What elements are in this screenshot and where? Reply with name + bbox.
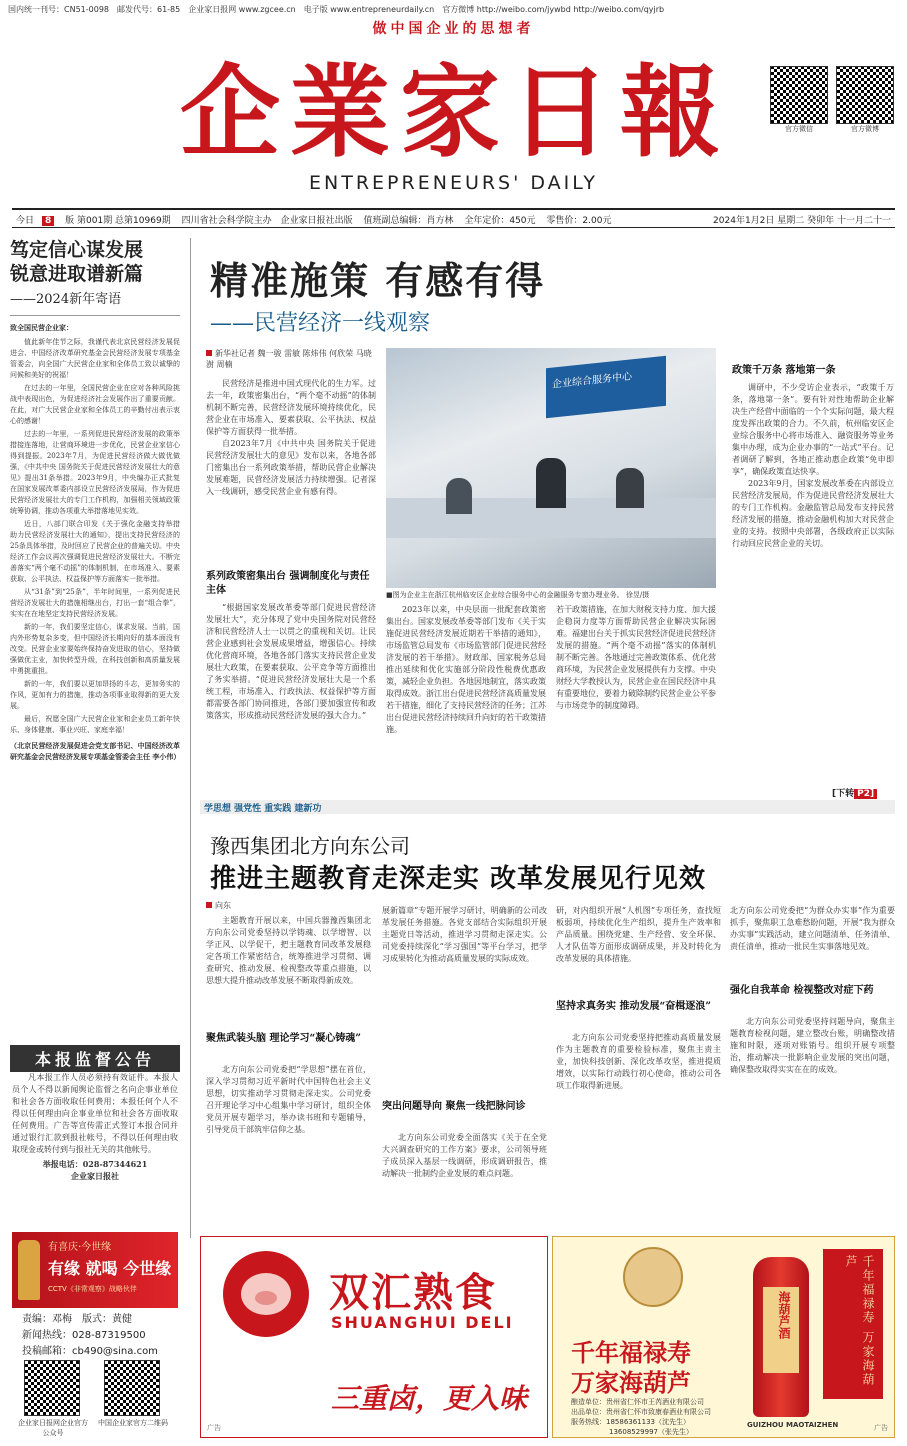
article2-section3-text: 北方向东公司党委坚持把推动高质量发展作为主题教育的重要检验标准，聚焦主责主业，加快科技创新、深化改革攻坚，推进提质增效，以实际行动践行初心使命，推动公司各项工作取得新进展。 <box>556 1033 721 1090</box>
left-title-line2: 锐意进取谱新篇 <box>10 263 144 285</box>
haihulu-slogan2: 万家海葫芦 <box>571 1368 691 1397</box>
haihulu-slogan1: 千年福禄寿 <box>571 1338 691 1367</box>
divider <box>10 315 180 316</box>
haihulu-contacts: 酿造单位：贵州省仁怀市王芮酒业有限公司 出品单位：贵州省仁怀市致康春酒业有限公司 服务热线：18586361133（沈先生） 13608529997（张先生） <box>571 1398 711 1436</box>
qr-code-icon <box>836 66 894 124</box>
editor: 责编：邓梅 <box>22 1314 72 1325</box>
main-col4-text: 调研中，不少受访企业表示，“政策千万条，落地第一条”。要有针对性地帮助企业解决生产经营中面临的一个个实际问题，最大程度发挥出政策的合力。不久前，杭州临安区企业综合服务中心将市场准入、融资服务等业务集中办理，成为企业办事的“一站式”平台。记者调研了解到，各地正推动惠企政策“免申即享”，确保政策直达快享。 2023年9月，国家发展改革委在内部设立民营经济发展局，作为促进民营经济发展壮大的专门工作机构。金融监管总局发布支持民营经济发展的措施，推动金融机构加大对民营企业的支持。按照中央部署，各级政府正以实际行动回应民营企业的关切。 <box>732 383 894 548</box>
article2-section3-head: 坚持求真务实 推动发展“奋楫逐浪” <box>556 1001 711 1012</box>
bottle-label: 海葫芦酒 <box>763 1287 799 1373</box>
notice-org: 企业家日报社 <box>71 1171 119 1181</box>
main-headline: 精准施策 有感有得 <box>210 258 546 303</box>
main-intro: 民营经济是推进中国式现代化的生力军。过去一年，政策密集出台，“两个毫不动摇”的体制机制不断完善，民营经济发展环境持续优化，民营企业在市场准入、要素获取、公平执法、权益保护等方面获得一批举措。 自2023年7月《中共中央 国务院关于促进民营经济发展壮大的意见》发布以来，各地各部门密集出台一系列政策举措，帮助民营企业解决发展难题，民营经济发展活力持续增强。记者深入一线调研，感受民营企业有感有得。 <box>206 379 376 496</box>
supervision-notice-title: 本报监督公告 <box>10 1045 180 1072</box>
main-col3-text: 若干政策措施，在加大财税支持力度、加大援企稳岗力度等方面帮助民营企业解决实际困难。福建出台关于抓实民营经济促进民营经济发展的措施。“两个毫不动摇”落实的体制机制不断完善。各地通过完善政策体系、优化营商环境，为民营企业发展提供有力支撑。中央财经大学教授认为，民营企业在国民经济中具有重要地位，要着力破除制约民营企业公平参与市场竞争的制度障碍。 <box>556 605 716 710</box>
main-subheadline: ——民营经济一线观察 <box>210 311 431 336</box>
editor-info <box>22 1312 182 1360</box>
supervision-notice <box>12 1072 178 1182</box>
bullet-icon <box>206 902 212 908</box>
footer-qr-1 <box>18 1360 88 1438</box>
slogan: 做中国企业的思想者 <box>372 21 535 37</box>
article2-title-line1: 豫西集团北方向东公司 <box>210 834 410 858</box>
footer-qr-2 <box>98 1360 168 1428</box>
article2-section2-head: 突出问题导向 聚焦一线把脉问诊 <box>382 1101 526 1112</box>
article2-col4-text: 北方向东公司党委把“为群众办实事”作为重要抓手，聚焦职工急难愁盼问题，开展“我为群众办实事”实践活动，建立问题清单、任务清单、责任清单，推动一批民生实事落地见效。 <box>730 906 895 951</box>
photo-caption: ■图为企业主在浙江杭州临安区企业综合服务中心的金融服务专窗办理业务。 徐昱/摄 <box>386 591 650 599</box>
left-title-line1: 笃定信心谋发展 <box>10 239 144 261</box>
article2-section4-head: 强化自我革命 检视整改对症下药 <box>730 985 874 996</box>
paragraph: 过去的一年里，一系列促进民营经济发展的政策举措接连落地，让营商环境进一步优化，民营企业家信心得到提振。2023年7月，为促进民营经济做大做优做强，《中共中央 国务院关于促进民营经济发展壮大的意见》提出31条举措。2023年9月，中央编办正式批复在国家发展改革委内部设立民营经济发展局，作为促进民营经济发展壮大的专门工作机构，加强相关领域政策统筹协调，推动各项重大举措落地见实效。 <box>10 430 180 515</box>
left-body <box>10 337 180 977</box>
salutation: 致全国民营企业家： <box>10 323 73 332</box>
ad-label: 广告 <box>207 1424 221 1432</box>
article2-title-line2: 推进主题教育走深走实 改革发展见行见效 <box>210 864 707 894</box>
person-silhouette <box>446 478 472 514</box>
ad-label: 广告 <box>874 1424 888 1432</box>
person-silhouette <box>536 458 566 508</box>
english-title: ENTREPRENEURS' DAILY <box>309 172 598 194</box>
sign-text: 企业综合服务中心 <box>552 371 632 391</box>
paragraph: 从“31条”到“25条”，半年时间里，一系列促进民营经济发展壮大的措施相继出台，打出一套“组合拳”，实实在在地坚定支持民营经济发展。 <box>10 588 180 618</box>
page-count-badge: 8 <box>42 216 54 226</box>
signature: （北京民营经济发展促进会党支部书记、中国经济改革研究基金会民营经济发展专项基金管委会主任 李小伟） <box>10 741 180 761</box>
main-col4-head: 政策千万条 落地第一条 <box>732 365 836 376</box>
paragraph: 新的一年，我们要以更加昂扬的斗志，更加务实的作风，更加有力的措施，推动各项事业取得新的更大发展。 <box>10 680 180 710</box>
continued-notice: [下转 P2] <box>832 786 877 799</box>
shuanghui-slogan: 三重卤，更入味 <box>331 1382 528 1415</box>
article2-col3-text: 研，对内组织开展“人机图”专项任务，查找短板弱项，持续优化生产组织，提升生产效率和产品质量。围绕党建、生产经营、安全环保、人才队伍等方面形成调研成果，并及时转化为改革发展的具体措施。 <box>556 906 721 963</box>
top-info-bar: 国内统一刊号：CN51-0098 邮发代号：61-85 企业家日报网 www.zgcee.cn 电子版 www.entrepreneurdaily.cn 官方微博 http://weibo.com/jywbd http://weibo.com/qyjrb <box>8 5 665 14</box>
paragraph: 值此新年佳节之际，我谨代表北京民营经济发展促进会、中国经济改革研究基金会民营经济发展专项基金管委会，向全国广大民营企业家和全体员工致以诚挚的问候和美好的祝福！ <box>10 338 180 379</box>
portrait-logo-icon <box>623 1247 683 1307</box>
pig-logo-icon <box>223 1251 309 1337</box>
service-sign <box>546 356 666 419</box>
main-photo <box>386 348 716 588</box>
editor-row <box>22 1312 182 1328</box>
ad-slogan: 有缘 就喝 今世缘 <box>48 1259 172 1278</box>
qr-code-icon <box>24 1360 80 1416</box>
sponsor-info: 四川省社会科学院主办 企业家日报社出版 <box>181 216 353 226</box>
today-label: 今日 <box>16 216 35 226</box>
article2-byline: 向东 <box>206 900 231 911</box>
qr-label: 企业家日报网企业官方公众号 <box>18 1419 88 1437</box>
tagline-text: 学思想 强党性 重实践 建新功 <box>204 804 322 814</box>
main-section1-text: “根据国家发展改革委等部门促进民营经济发展壮大”，充分体现了党中央国务院对民营经济和民营经济人士一以贯之的重视和关切。让民营企业感到社会发展成果增益，增强信心。持续优化营商环境，各地各部门落实支持民营企业发展壮大政策，在要素获取、公平竞争等方面推出了务实举措。“促进民营经济发展壮大是一个系统工程，市场准入、行政执法、权益保护等方面都需要各部门协同推进，各部门要加强宣传和政策落实，形成推动民营经济发展的强大合力。” <box>206 603 376 720</box>
main-section1-head: 系列政策密集出台 强调制度化与责任主体 <box>206 571 370 596</box>
article2-section1-head: 聚焦武装头脑 理论学习“凝心铸魂” <box>206 1033 361 1044</box>
ad-cctv: CCTV《非常观察》战略伙伴 <box>48 1285 137 1293</box>
haihulu-ad[interactable] <box>552 1236 895 1438</box>
person-silhouette <box>616 468 644 508</box>
issue-info-bar <box>12 208 895 228</box>
article2-section1-text: 北方向东公司党委把“学思想”摆在首位，深入学习贯彻习近平新时代中国特色社会主义思想，切实推动学习贯彻走深走实。公司党委召开理论学习中心组集中学习研讨，组织全体党员开展专题学习，举办读书班和专题辅导，引导党员干部筑牢信仰之基。 <box>206 1065 371 1134</box>
email: 投稿邮箱：cb490@sina.com <box>22 1346 158 1357</box>
main-col2-text: 2023年以来，中央层面一批配套政策密集出台。国家发展改革委等部门发布《关于实施促进民营经济发展近期若干举措的通知》，市场监管总局发布《市场监管部门促进民营经济发展的若干举措》。财政部、国家税务总局推出延续和优化实施部分阶段性税费优惠政策，减轻企业负担。各地因地制宜，落实政策取得成效。浙江出台促进民营经济高质量发展若干措施，细化了支持民营经济的任务；江苏出台促进民营经济持续回升向好的若干政策措施。 <box>386 605 546 734</box>
main-byline: 新华社记者 魏一骏 雷敏 陈炜伟 何欣荣 马晓澍 周楠 <box>206 349 372 369</box>
edition-info: 版 第001期 总第10969期 <box>65 216 171 226</box>
masthead-title: 企業家日報 <box>180 53 730 171</box>
hotline: 新闻热线：028-87319500 <box>22 1330 146 1341</box>
section-tagline <box>200 800 895 814</box>
qr-code-icon <box>770 66 828 124</box>
shuanghui-brand-en: SHUANGHUI DELI <box>331 1313 514 1332</box>
single-price: 零售价：2.00元 <box>546 216 612 226</box>
qr-label: 官方微博 <box>851 125 879 133</box>
qr-code-icon <box>104 1360 160 1416</box>
qr-label: 官方微信 <box>785 125 813 133</box>
article2-intro: 主题教育开展以来，中国兵器豫西集团北方向东公司党委坚持以学铸魂、以学增智、以学正风、以学促干，把主题教育同改革发展稳定各项工作紧密结合，统筹推进学习贯彻、调查研究、推动发展、检视整改等重点措施，以思想大提升推动改革发展不断取得新成效。 <box>206 916 371 985</box>
paragraph: 在过去的一年里，全国民营企业在应对各种风险挑战中表现出色，为促进经济社会发展作出了重要贡献。在此，对广大民营企业家和全体员工的辛勤付出表示衷心的感谢！ <box>10 384 180 425</box>
shuanghui-ad[interactable] <box>200 1236 548 1438</box>
notice-body: 凡本报工作人员必须持有效证件。本报人员个人不得以新闻舆论监督之名向企事业单位和社会各方面收取任何费用；本报任何个人不得以任何理由向企事业单位和社会各方面收取任何费用。广告等宣传需正式签订本报合同并通过银行汇款到报社帐号，不得以任何理由收取现金或转付到与报社无关的其他帐号。 <box>12 1073 178 1154</box>
paragraph: 近日，八部门联合印发《关于强化金融支持举措 助力民营经济发展壮大的通知》，提出支持民营经济的25条具体举措，及时回应了民营企业的普遍关切。中央经济工作会议再次强调促进民营经济发展壮大。不断完善落实“两个毫不动摇”的体制机制，在市场准入、要素获取、公平执法、权益保护等方面落实一批举措。 <box>10 520 180 583</box>
duty-editor: 值班副总编辑：肖方林 <box>363 216 454 226</box>
paragraph: 新的一年，我们要坚定信心，谋求发展。当前，国内外形势复杂多变，但中国经济长期向好的基本面没有改变。民营企业家要始终保持奋发进取的信心，坚持做强做优主业，加快转型升级，在科技创新和高质量发展中勇挑重担。 <box>10 623 180 675</box>
left-subtitle: ——2024新年寄语 <box>10 292 122 307</box>
qr-label: 中国企业家官方二维码 <box>98 1419 168 1427</box>
qr-weibo <box>836 66 894 134</box>
article2-section2-text: 北方向东公司党委全面落实《关于在全党大兴调查研究的工作方案》要求，公司领导班子成员深入基层一线调研，形成调研报告，推动解决一批制约企业发展的难点问题。 <box>382 1133 547 1178</box>
annual-price: 全年定价：450元 <box>464 216 536 226</box>
shuanghui-brand: 双汇熟食 <box>329 1269 497 1316</box>
column-divider <box>190 238 191 1238</box>
qr-wechat <box>770 66 828 134</box>
jinshiyuan-ad[interactable] <box>12 1232 178 1308</box>
wine-bottle-icon <box>753 1257 809 1417</box>
notice-phone: 举报电话：028-87344621 <box>42 1159 148 1169</box>
issue-date: 2024年1月2日 星期二 癸卯年 十一月二十一 <box>713 216 891 226</box>
pig-nose <box>255 1291 277 1305</box>
ad-brand: 有喜庆·今世缘 <box>48 1242 112 1253</box>
bullet-icon <box>206 350 212 356</box>
continued-page: P2] <box>854 789 877 799</box>
paragraph: 最后，祝愿全国广大民营企业家和企业员工新年快乐、身体健康、事业兴旺、家庭幸福！ <box>10 715 180 734</box>
bottle-en: GUIZHOU MAOTAIZHEN <box>747 1421 839 1429</box>
new-year-message <box>10 238 180 977</box>
article2-section4-text: 北方向东公司党委坚持问题导向，聚焦主题教育检视问题，建立整改台账，明确整改措施和时限，逐项对账销号。组织开展专项整治，推动解决一批影响企业发展的突出问题，确保整改取得实实在在的成效。 <box>730 1017 895 1074</box>
designer: 版式：黄健 <box>82 1314 132 1325</box>
bottle-icon <box>18 1240 40 1300</box>
haihulu-side-box: 千年福禄寿 万家海葫芦 <box>823 1249 883 1399</box>
article2-col2-text: 展新篇章”专题开展学习研讨，明确新的公司改革发展任务措施。各党支部结合实际组织开展主题党日等活动，推进学习贯彻走深走实。公司党委持续深化“学习强国”等平台学习，把学习成果转化为推动高质量发展的实际成效。 <box>382 906 547 963</box>
